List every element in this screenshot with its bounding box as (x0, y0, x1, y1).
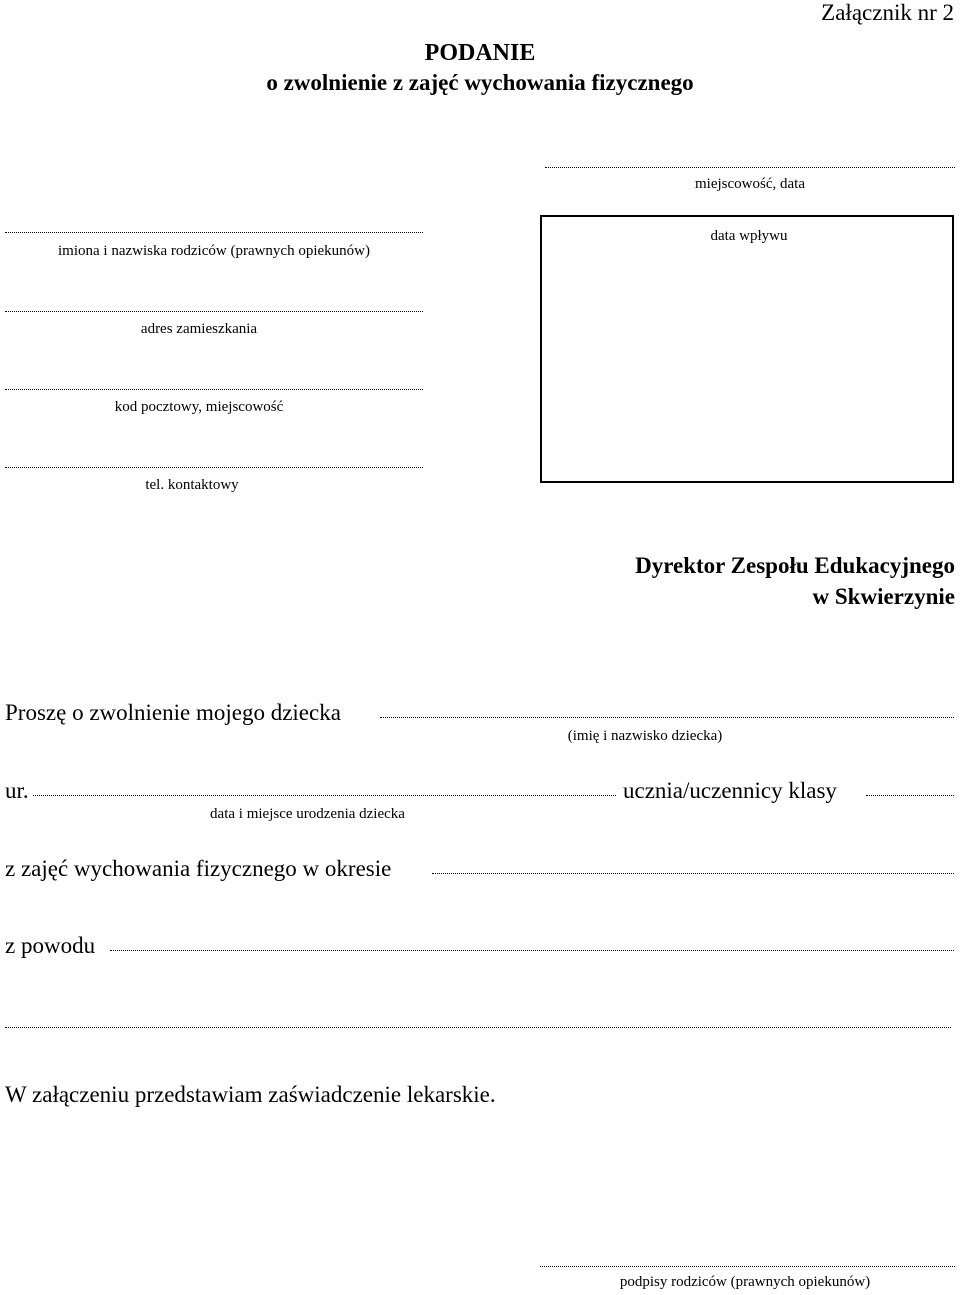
place-date-field[interactable] (545, 167, 955, 168)
addressee-line-1: Dyrektor Zespołu Edukacyjnego (635, 553, 955, 578)
signature-field[interactable] (540, 1266, 955, 1267)
child-name-label: (imię i nazwisko dziecka) (567, 728, 723, 744)
address-label: adres zamieszkania (140, 321, 258, 337)
child-name-field[interactable] (380, 717, 954, 718)
signature-label: podpisy rodziców (prawnych opiekunów) (619, 1274, 871, 1290)
reason-field-continued[interactable] (5, 1027, 951, 1028)
receipt-date-box (540, 215, 954, 483)
postal-code-label: kod pocztowy, miejscowość (114, 399, 284, 415)
place-date-label: miejscowość, data (695, 176, 805, 192)
period-text: z zajęć wychowania fizycznego w okresie (5, 856, 392, 881)
period-field[interactable] (432, 873, 954, 874)
class-field[interactable] (866, 795, 954, 796)
parents-names-label: imiona i nazwiska rodziców (prawnych opiekunów) (58, 243, 370, 259)
attachment-text: W załączeniu przedstawiam zaświadczenie lekarskie. (5, 1082, 496, 1107)
annex-label: Załącznik nr 2 (821, 0, 954, 25)
phone-label: tel. kontaktowy (145, 477, 239, 493)
phone-field[interactable] (5, 467, 423, 468)
address-field[interactable] (5, 311, 423, 312)
birth-label: data i miejsce urodzenia dziecka (210, 806, 405, 822)
student-class-text: ucznia/uczennicy klasy (623, 778, 837, 803)
parents-names-field[interactable] (5, 232, 423, 233)
birth-field[interactable] (33, 795, 616, 796)
reason-text: z powodu (5, 933, 96, 958)
receipt-date-label: data wpływu (710, 228, 788, 244)
born-text: ur. (5, 778, 29, 803)
document-title: PODANIE (424, 40, 536, 66)
addressee-line-2: w Skwierzynie (812, 584, 955, 609)
document-subtitle: o zwolnienie z zajęć wychowania fizycznego (266, 70, 694, 95)
request-text: Proszę o zwolnienie mojego dziecka (5, 700, 341, 725)
postal-code-field[interactable] (5, 389, 423, 390)
reason-field[interactable] (110, 950, 954, 951)
